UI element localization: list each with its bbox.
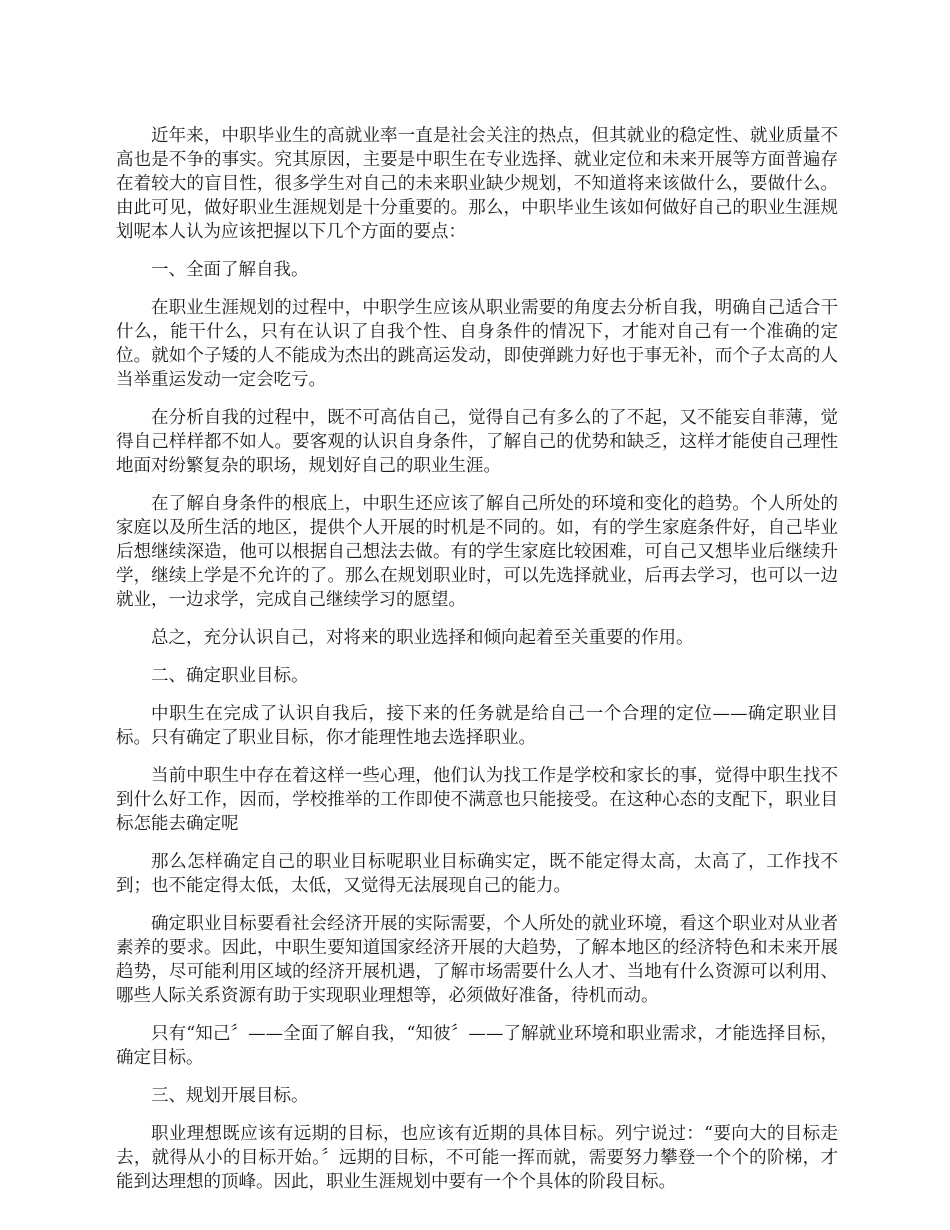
paragraph: 那么怎样确定自己的职业目标呢职业目标确实定，既不能定得太高，太高了，工作找不到；也不能定得太低，太低，又觉得无法展现自己的能力。 (116, 852, 838, 896)
paragraph: 在分析自我的过程中，既不可高估自己，觉得自己有多么的了不起，又不能妄自菲薄，觉得自己样样都不如人。要客观的认识自身条件，了解自己的优势和缺乏，这样才能使自己理性地面对纷繁复杂的职场，规划好自己的职业生涯。 (116, 408, 838, 476)
paragraph: 职业理想既应该有远期的目标，也应该有近期的具体目标。列宁说过：“要向大的目标走去，就得从小的目标开始。〞远期的目标，不可能一挥而就，需要努力攀登一个个的阶梯，才能到达理想的顶峰。因此，职业生涯规划中要有一个个具体的阶段目标。 (116, 1124, 838, 1192)
paragraph: 总之，充分认识自己，对将来的职业选择和倾向起着至关重要的作用。 (151, 628, 694, 648)
section-heading-2: 二、确定职业目标。 (151, 666, 309, 686)
paragraph: 在职业生涯规划的过程中，中职学生应该从职业需要的角度去分析自我，明确自己适合干什么，能干什么，只有在认识了自我个性、自身条件的情况下，才能对自己有一个准确的定位。就如个子矮的人不能成为杰出的跳高运发动，即使弹跳力好也于事无补，而个子太高的人当举重运发动一定会吃亏。 (116, 298, 838, 390)
section-heading-1: 一、全面了解自我。 (151, 260, 309, 280)
paragraph: 只有“知己〞——全面了解自我，“知彼〞——了解就业环境和职业需求，才能选择目标，确定目标。 (116, 1024, 838, 1068)
document-body (116, 124, 838, 1208)
paragraph: 当前中职生中存在着这样一些心理，他们认为找工作是学校和家长的事，觉得中职生找不到什么好工作，因而，学校推举的工作即使不满意也只能接受。在这种心态的支配下，职业目标怎能去确定呢 (116, 766, 838, 834)
section-heading-3: 三、规划开展目标。 (151, 1086, 309, 1106)
paragraph-intro: 近年来，中职毕业生的高就业率一直是社会关注的热点，但其就业的稳定性、就业质量不高也是不争的事实。究其原因，主要是中职生在专业选择、就业定位和未来开展等方面普遍存在着较大的盲目性，很多学生对自己的未来职业缺少规划，不知道将来该做什么，要做什么。由此可见，做好职业生涯规划是十分重要的。那么，中职毕业生该如何做好自己的职业生涯规划呢本人认为应该把握以下几个方面的要点： (116, 126, 838, 242)
paragraph: 中职生在完成了认识自我后，接下来的任务就是给自己一个合理的定位——确定职业目标。只有确定了职业目标，你才能理性地去选择职业。 (116, 704, 838, 748)
paragraph: 在了解自身条件的根底上，中职生还应该了解自己所处的环境和变化的趋势。个人所处的家庭以及所生活的地区，提供个人开展的时机是不同的。如，有的学生家庭条件好，自己毕业后想继续深造，他可以根据自己想法去做。有的学生家庭比较困难，可自己又想毕业后继续升学，继续上学是不允许的了。那么在规划职业时，可以先选择就业，后再去学习，也可以一边就业，一边求学，完成自己继续学习的愿望。 (116, 494, 838, 610)
paragraph: 确定职业目标要看社会经济开展的实际需要，个人所处的就业环境，看这个职业对从业者素养的要求。因此，中职生要知道国家经济开展的大趋势，了解本地区的经济特色和未来开展趋势，尽可能利用区域的经济开展机遇，了解市场需要什么人才、当地有什么资源可以利用、哪些人际关系资源有助于实现职业理想等，必须做好准备，待机而动。 (116, 914, 838, 1006)
